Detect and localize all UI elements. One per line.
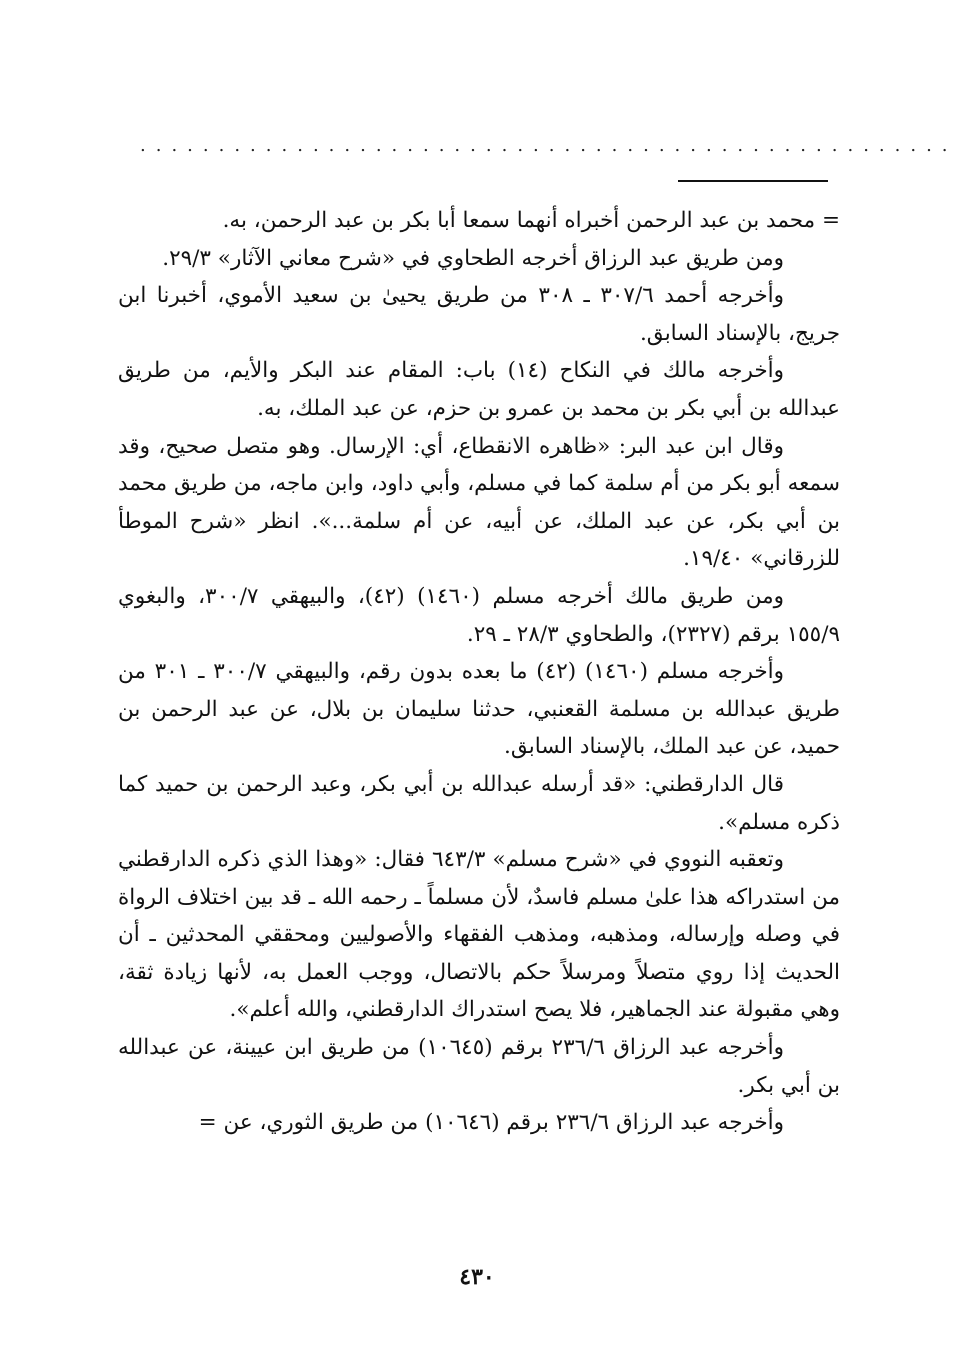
footnote-paragraph: وقال ابن عبد البر: «ظاهره الانقطاع، أي: الإرسال. وهو متصل صحيح، وقد سمعه أبو بكر من أم سلمة كما في مسلم، وأبي داود، وابن ماجه، من طريق محمد بن أبي بكر، عن عبد الملك، عن أبيه، عن أم سلمة...». انظر «شرح الموطأ للزرقاني» ١٩/٤٠. [118, 433, 840, 572]
footnote-paragraph: وأخرجه مسلم (١٤٦٠) (٤٢) ما بعده بدون رقم، والبيهقي ٣٠٠/٧ ـ ٣٠١ من طريق عبدالله بن مسلمة القعنبي، حدثنا سليمان بن بلال، عن عبد الرحمن بن حميد، عن عبد الملك، بالإسناد السابق. [118, 659, 840, 760]
footnote-paragraph: ومن طريق عبد الرزاق أخرجه الطحاوي في «شرح معاني الآثار» ٢٩/٣. [162, 245, 784, 271]
footnote-paragraph: وتعقبه النووي في «شرح مسلم» ٦٤٣/٣ فقال: «وهذا الذي ذكره الدارقطني من استدراكه هذا علىٰ مسلم فاسدٌ، لأن مسلماً ـ رحمه الله ـ قد بين اختلاف الرواة في وصله وإرساله، ومذهبه، ومذهب الفقهاء والأصوليين ومحققي المحدثين ـ أن الحديث إذا روي متصلاً ومرسلاً حكم بالاتصال، ووجب العمل به، لأنها زيادة ثقة، وهي مقبولة عند الجماهير، فلا يصح استدراك الدارقطني، والله أعلم». [118, 847, 840, 1023]
footnote-paragraph: وأخرجه عبد الرزاق ٢٣٦/٦ برقم (١٠٦٤٦) من طريق الثوري، عن = [198, 1110, 784, 1136]
footnotes-block [118, 202, 840, 1142]
footnote-paragraph: = محمد بن عبد الرحمن أخبراه أنهما سمعا أبا بكر بن عبد الرحمن، به. [222, 208, 840, 233]
footnote-rule [678, 180, 828, 182]
footnote-paragraph: وأخرجه مالك في النكاح (١٤) باب: المقام عند البكر والأيم، من طريق عبدالله بن أبي بكر بن محمد بن عمرو بن حزم، عن عبد الملك، به. [118, 358, 840, 421]
page-number: ٤٣٠ [459, 1264, 495, 1290]
dotted-separator: .................................................... [140, 135, 958, 156]
footnote-paragraph: وأخرجه أحمد ٣٠٧/٦ ـ ٣٠٨ من طريق يحيىٰ بن سعيد الأموي، أخبرنا ابن جريج، بالإسناد السابق. [118, 283, 840, 346]
footnote-paragraph: ومن طريق مالك أخرجه مسلم (١٤٦٠) (٤٢)، والبيهقي ٣٠٠/٧، والبغوي ١٥٥/٩ برقم (٢٣٢٧)، والطحاوي ٢٨/٣ ـ ٢٩. [118, 583, 840, 647]
footnote-paragraph: قال الدارقطني: «قد أرسله عبدالله بن أبي بكر، وعبد الرحمن بن حميد كما ذكره مسلم». [118, 771, 840, 835]
footnote-paragraph: وأخرجه عبد الرزاق ٢٣٦/٦ برقم (١٠٦٤٥) من طريق ابن عيينة، عن عبدالله بن أبي بكر. [118, 1035, 840, 1098]
